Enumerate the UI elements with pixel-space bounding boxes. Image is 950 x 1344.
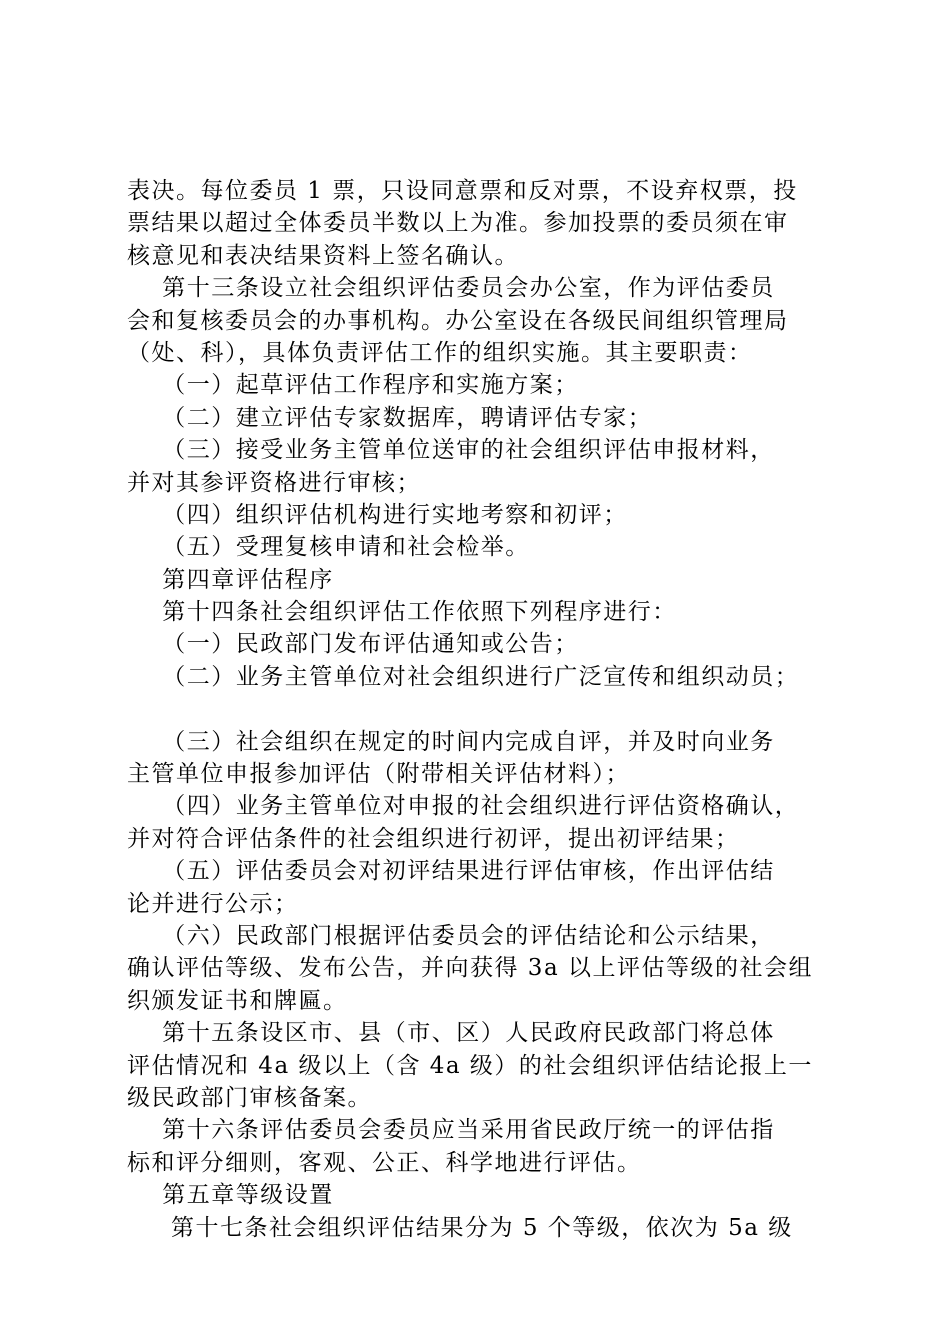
- text-line: 第五章等级设置: [127, 1182, 334, 1209]
- text-line: 第十七条社会组织评估结果分为 5 个等级，依次为 5a 级: [127, 1214, 793, 1241]
- text-line: （五）受理复核申请和社会检举。: [127, 534, 530, 561]
- text-line: 票结果以超过全体委员半数以上为准。参加投票的委员须在审: [127, 210, 789, 237]
- text-line: 论并进行公示；: [127, 890, 299, 917]
- text-line: 并对符合评估条件的社会组织进行初评，提出初评结果；: [127, 825, 740, 852]
- blank-line: [127, 693, 835, 725]
- text-line: 会和复核委员会的办事机构。办公室设在各级民间组织管理局: [127, 307, 789, 334]
- text-line: （三）接受业务主管单位送审的社会组织评估申报材料，: [127, 437, 775, 464]
- text-line: （二）业务主管单位对社会组织进行广泛宣传和组织动员；: [127, 663, 800, 690]
- document-body: [127, 175, 835, 1244]
- text-line: （处、科），具体负责评估工作的组织实施。其主要职责：: [127, 339, 753, 366]
- text-line: （三）社会组织在规定的时间内完成自评，并及时向业务: [127, 728, 775, 755]
- text-line: 并对其参评资格进行审核；: [127, 469, 421, 496]
- text-line: 第十三条设立社会组织评估委员会办公室，作为评估委员: [127, 275, 775, 302]
- text-line: （二）建立评估专家数据库，聘请评估专家；: [127, 404, 653, 431]
- text-line: （四）业务主管单位对申报的社会组织进行评估资格确认，: [127, 793, 800, 820]
- text-line: 第十四条社会组织评估工作依照下列程序进行：: [127, 599, 677, 626]
- text-line: 织颁发证书和牌匾。: [127, 987, 348, 1014]
- text-line: 第十五条设区市、县（市、区）人民政府民政部门将总体: [127, 1020, 775, 1047]
- text-line: 确认评估等级、发布公告，并向获得 3a 以上评估等级的社会组: [127, 955, 813, 982]
- text-line: （四）组织评估机构进行实地考察和初评；: [127, 501, 628, 528]
- text-line: 第十六条评估委员会委员应当采用省民政厅统一的评估指: [127, 1117, 775, 1144]
- text-line: 主管单位申报参加评估（附带相关评估材料）；: [127, 761, 630, 788]
- text-line: 第四章评估程序: [127, 566, 334, 593]
- text-line: 评估情况和 4a 级以上（含 4a 级）的社会组织评估结论报上一: [127, 1052, 813, 1079]
- text-line: （一）民政部门发布评估通知或公告；: [127, 631, 579, 658]
- text-line: 级民政部门审核备案。: [127, 1084, 372, 1111]
- text-line: （六）民政部门根据评估委员会的评估结论和公示结果，: [127, 922, 775, 949]
- text-line: 核意见和表决结果资料上签名确认。: [127, 242, 519, 269]
- text-line: 表决。每位委员 1 票，只设同意票和反对票，不设弃权票，投: [127, 178, 798, 204]
- text-line: 标和评分细则，客观、公正、科学地进行评估。: [127, 1149, 642, 1176]
- text-line: （五）评估委员会对初评结果进行评估审核，作出评估结: [127, 858, 775, 885]
- text-line: （一）起草评估工作程序和实施方案；: [127, 372, 579, 399]
